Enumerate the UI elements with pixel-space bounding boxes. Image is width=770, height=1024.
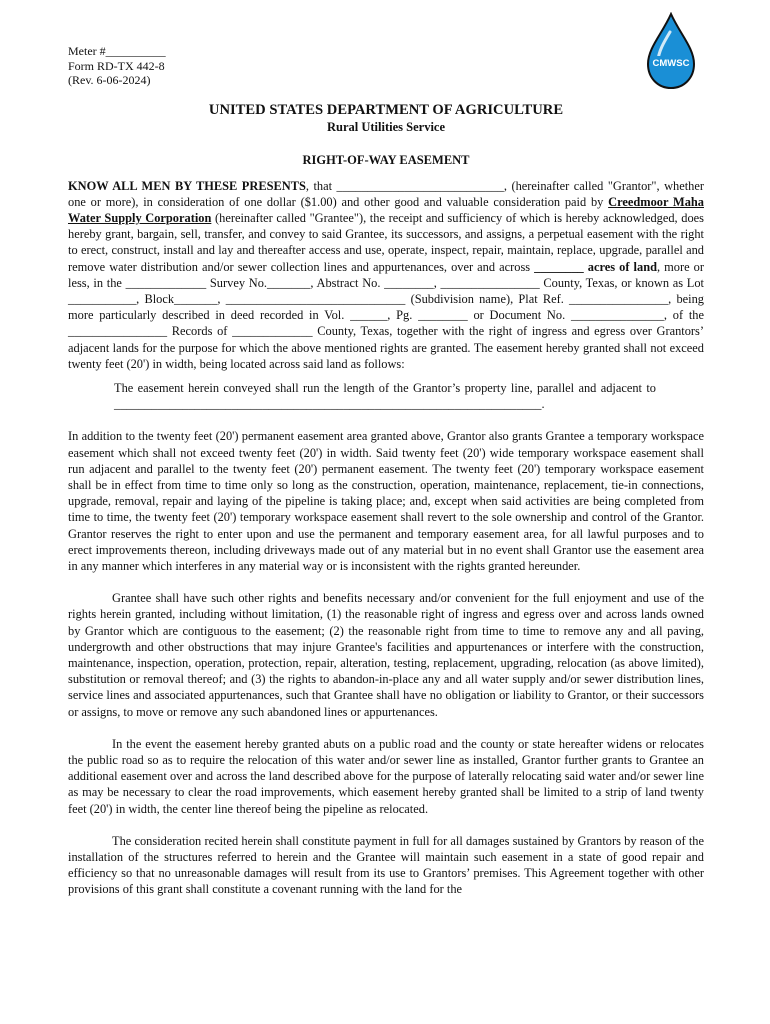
other-rights-paragraph: Grantee shall have such other rights and benefits necessary and/or convenient for the full enjoyment and use of the rights herein granted, including without limitation, (1) the reasonable right of ingress and egress over and across lands owned by Grantor which are contiguous to the easement; (2) the reasonable right from time to time to remove any and all paving, undergrowth and other obstructions that may injure Grantee's facilities and appurtenances or interfere with the construction, maintenance, inspection, operation, protection, repair, alteration, testing, replacement, upgrading, relocation (as above limited), substitution or removal thereof; and (3) the rights to abandon-in-place any and all water supply and/or sewer distribution lines, service lines and associated appurtenances, such that Grantee shall have no obligation or liability to Grantor, or their successors or assigns, to move or remove any such abandoned lines or appurtenances. <box>68 591 704 719</box>
form-meta <box>68 44 704 88</box>
easement-description: The easement herein conveyed shall run the length of the Grantor’s property line, parallel and adjacent to _____________________________________________________________________. <box>114 380 656 412</box>
service-title: Rural Utilities Service <box>326 119 446 134</box>
form-number-line: Form RD-TX 442-8 <box>68 58 165 73</box>
temporary-workspace-paragraph: In addition to the twenty feet (20') permanent easement area granted above, Grantor also grants Grantee a temporary workspace easement which shall not exceed twenty feet (20') in width. Said twenty feet (20') wide temporary workspace easement shall run adjacent and parallel to the twenty feet (20') permanent easement. The twenty feet (20') temporary workspace easement shall be in effect from time to time only so long as the construction, operation, maintenance, replacement, tie-in connections, upgrade, removal, repair and laying of the pipeline is taking place; and, except when said activities are being completed from time to time, the twenty feet (20') temporary workspace easement shall revert to the sole ownership and control of the Grantor. Grantor reserves the right to enter upon and use the permanent and temporary easement area, for all lawful purposes and to erect improvements thereon, including driveways made out of any material but in no event shall Grantor use the easement area in any manner which interferes in any material way or is inconsistent with the rights granted hereunder. <box>68 429 704 573</box>
intro-paragraph <box>68 178 704 372</box>
document-title: RIGHT-OF-WAY EASEMENT <box>302 152 470 167</box>
acres-label: acres of land <box>583 259 657 274</box>
intro-text-1: , that ___________________________, (hereinafter called "Grantor", whether one or more), in consideration of one dollar ($1.00) and other good and valuable consideration paid by <box>68 178 704 209</box>
public-road-paragraph: In the event the easement hereby granted abuts on a public road and the county or state hereafter widens or relocates the public road so as to require the relocation of this water and/or sewer line as installed, Grantor further grants to Grantee an additional easement over and across the land described above for the purpose of laterally relocating said water and/or sewer line as may be necessary to clear the road improvements, which easement hereby granted shall be limited to a strip of land twenty feet (20') in width, the center line thereof being the pipeline as relocated. <box>68 736 704 816</box>
intro-text-2: (hereinafter called "Grantee"), the receipt and sufficiency of which is hereby acknowledged, does hereby grant, bargain, sell, transfer, and convey to said Grantee, its successors, and assigns, a perpetual easement with the right to erect, construct, install and lay and thereafter access and use, operate, inspect, repair, maintain, replace, upgrade, parallel and remove water distribution and/or sewer collection lines and appurtenances, over and across <box>68 210 704 274</box>
revision-line: (Rev. 6-06-2024) <box>68 73 151 87</box>
agency-title: UNITED STATES DEPARTMENT OF AGRICULTURE <box>208 101 564 118</box>
consideration-paragraph: The consideration recited herein shall constitute payment in full for all damages sustained by Grantors by reason of the installation of the structures referred to herein and the Grantee will maintain such easement in a state of good repair and efficiency so that no unreasonable damages will result from its use to Grantors’ premises. This Agreement together with other provisions of this grant shall constitute a covenant running with the land for the <box>68 833 704 897</box>
meter-number-line: Meter #__________ <box>68 44 166 58</box>
logo-text: CMWSC <box>652 58 690 69</box>
intro-lead: KNOW ALL MEN BY THESE PRESENTS <box>68 178 306 193</box>
intro-text-3: , more or less, in the _____________ Survey No._______, Abstract No. ________, ________________ County, Texas, or known as Lot ___________, Block_______, _____________________________ (Subdivision name), Plat Ref. ________________, being more particularly described in deed recorded in Vol. ______, Pg. ________ or Document No. _______________, of the ________________ Records of _____________ County, Texas, together with the right of ingress and egress over Grantors’ adjacent lands for the purpose for which the above mentioned rights are granted. The easement hereby granted shall not exceed twenty feet (20') in width, being located across said land as follows: <box>68 259 705 371</box>
grantee-name: Creedmoor Maha Water Supply Corporation <box>68 194 704 225</box>
easement-form <box>68 44 704 898</box>
acres-blank: ________ <box>534 259 584 274</box>
